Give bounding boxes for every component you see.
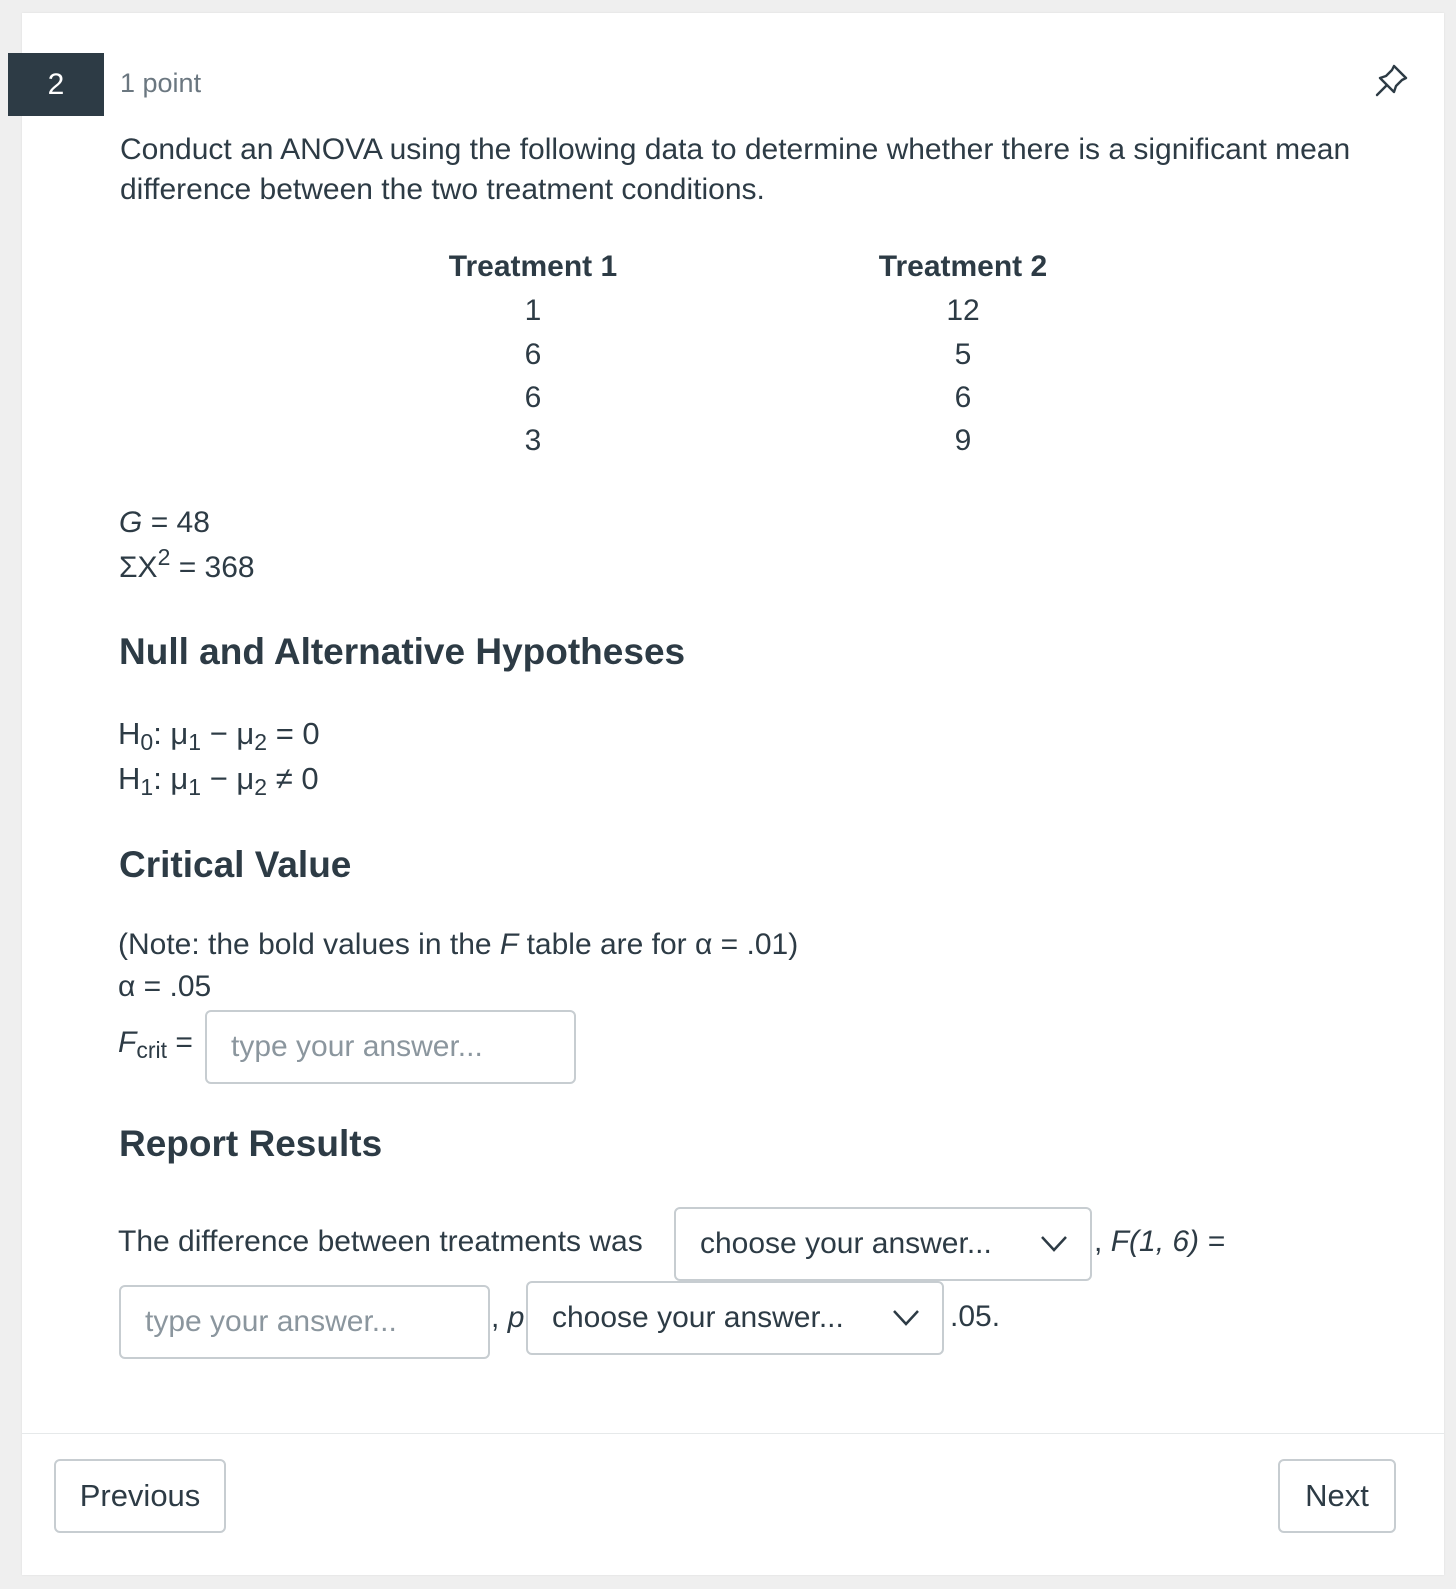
- hypotheses-heading: Null and Alternative Hypotheses: [119, 631, 686, 672]
- h1-mu2-sub: 2: [254, 774, 268, 800]
- difference-significance-select[interactable]: [674, 1207, 1092, 1281]
- chevron-down-icon: [892, 1308, 920, 1328]
- h1-h: H: [118, 761, 141, 796]
- h1-sub: 1: [140, 774, 154, 800]
- question-number: 2: [47, 67, 65, 101]
- difference-select-value: choose your answer...: [700, 1227, 992, 1260]
- question-prompt: Conduct an ANOVA using the following data to determine whether there is a significant mean difference between the two treatment conditions.: [120, 133, 1351, 206]
- f-value-input[interactable]: [119, 1285, 490, 1359]
- p-comma: ,: [491, 1301, 500, 1334]
- pin-icon[interactable]: [1374, 62, 1410, 98]
- note-text-f: F: [499, 928, 519, 961]
- fcrit-label: [118, 1026, 193, 1063]
- critical-note: [118, 928, 798, 962]
- question-points: 1 point: [120, 68, 202, 98]
- report-results-heading: Report Results: [119, 1123, 383, 1164]
- treatment-2-value: 6: [954, 381, 972, 414]
- h0-mu1: : μ: [153, 716, 189, 751]
- treatment-2-value: 9: [954, 424, 972, 457]
- sum-of-squares: [119, 544, 255, 585]
- alpha-level: α = .05: [118, 970, 212, 1003]
- fcrit-sub: crit: [136, 1037, 167, 1063]
- table-header-treatment-2: Treatment 2: [878, 250, 1048, 283]
- treatment-1-value: 3: [524, 424, 542, 457]
- p-label: [491, 1301, 524, 1335]
- h0-mu2-sub: 2: [254, 729, 268, 755]
- chevron-down-icon: [1040, 1234, 1068, 1254]
- note-text-post: table are for α = .01): [518, 928, 799, 961]
- grand-total: [119, 506, 210, 540]
- p-select-value: choose your answer...: [552, 1301, 844, 1334]
- grand-total-value: = 48: [150, 506, 210, 539]
- h1-mu1: : μ: [153, 761, 189, 796]
- fcrit-f: F: [118, 1026, 137, 1059]
- report-sentence-start: The difference between treatments was: [118, 1225, 643, 1258]
- next-button[interactable]: Next: [1278, 1459, 1396, 1533]
- note-text-pre: (Note: the bold values in the: [118, 928, 500, 961]
- fcrit-equals: =: [175, 1026, 193, 1059]
- null-hypothesis: [118, 716, 320, 755]
- grand-total-label: G: [119, 506, 143, 539]
- f-comma: ,: [1094, 1225, 1103, 1258]
- treatment-1-value: 1: [524, 294, 542, 327]
- table-header-treatment-1: Treatment 1: [448, 250, 618, 283]
- alpha-end-text: .05.: [950, 1300, 1001, 1333]
- sum-squared-label: ΣX: [119, 551, 158, 584]
- h1-rest: ≠ 0: [267, 761, 319, 796]
- treatment-2-value: 12: [946, 294, 980, 327]
- sum-squared-exponent: 2: [157, 544, 171, 570]
- alternative-hypothesis: [118, 761, 319, 800]
- footer-divider: [22, 1433, 1444, 1434]
- fcrit-input[interactable]: [205, 1010, 576, 1084]
- h1-mu1-sub: 1: [188, 774, 202, 800]
- treatment-1-value: 6: [524, 338, 542, 371]
- h0-mu2: − μ: [201, 716, 255, 751]
- treatment-2-value: 5: [954, 338, 972, 371]
- p-comparison-select[interactable]: [526, 1281, 944, 1355]
- treatment-1-value: 6: [524, 381, 542, 414]
- p-text: p: [507, 1301, 525, 1334]
- f-stat-text: F(1, 6) =: [1110, 1225, 1225, 1258]
- h0-rest: = 0: [267, 716, 320, 751]
- critical-value-heading: Critical Value: [119, 844, 352, 885]
- question-number-badge: [8, 53, 104, 116]
- h0-h: H: [118, 716, 141, 751]
- h1-mu2: − μ: [201, 761, 255, 796]
- previous-button[interactable]: Previous: [54, 1459, 226, 1533]
- h0-mu1-sub: 1: [188, 729, 202, 755]
- sum-squared-value: = 368: [178, 551, 255, 584]
- h0-sub: 0: [140, 729, 154, 755]
- f-statistic-label: [1094, 1225, 1225, 1259]
